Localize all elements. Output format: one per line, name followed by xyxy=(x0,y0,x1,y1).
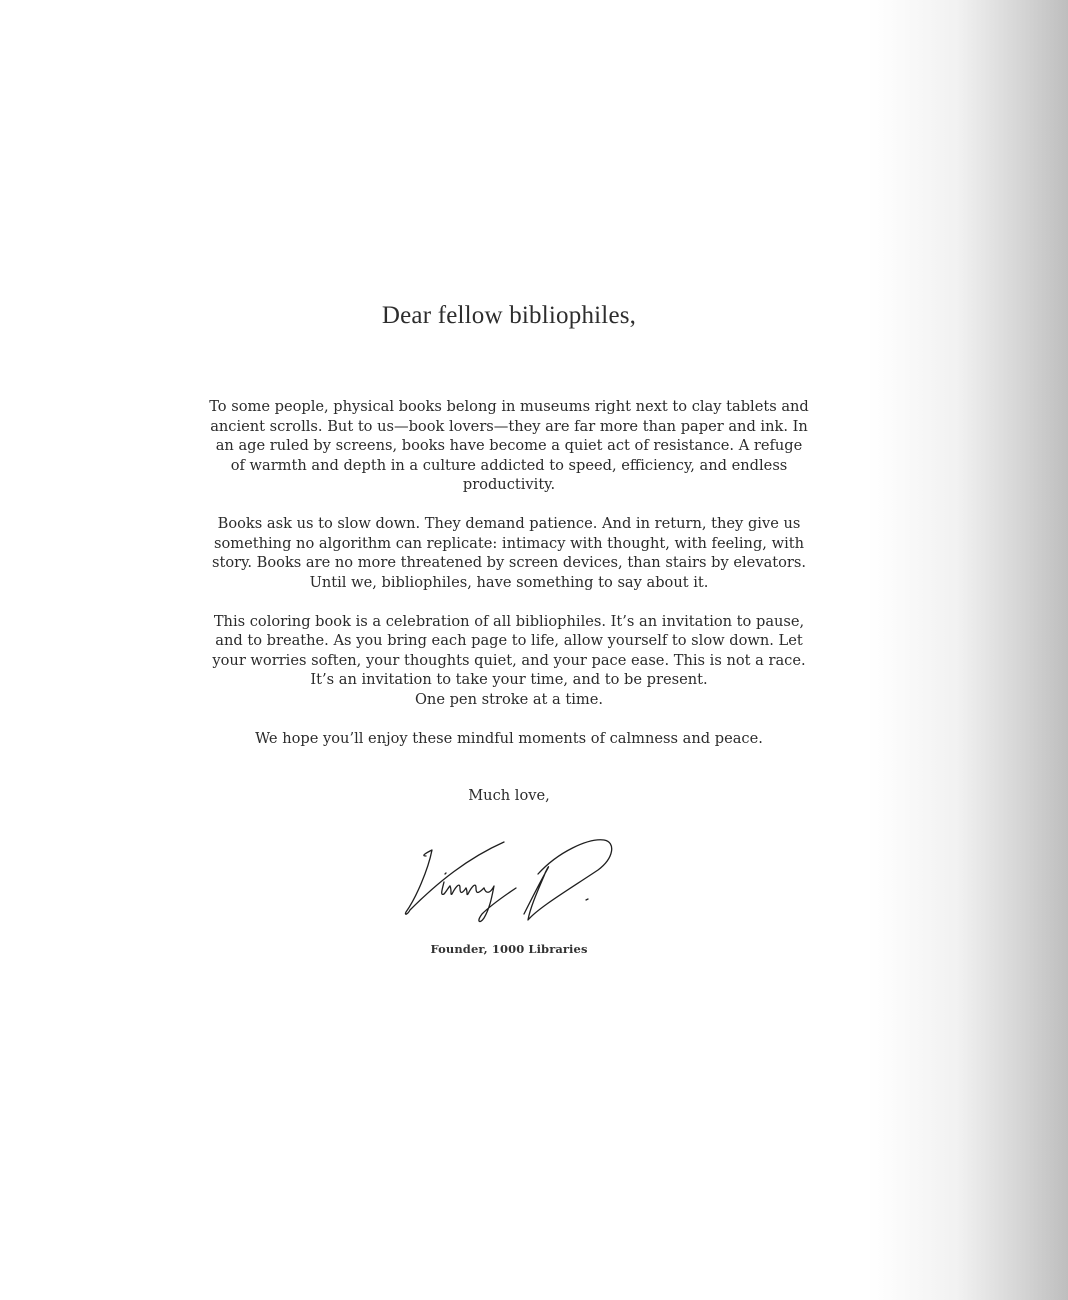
paragraph-one-pen-stroke: One pen stroke at a time. xyxy=(414,690,604,708)
paragraph-hope: We hope you’ll enjoy these mindful moments of calmness and peace. xyxy=(255,729,763,747)
paragraph-slow-down: Books ask us to slow down. They demand patience. And in return, they give us something no algorithm can replicate: intimacy with thought, with feeling, with story. Books are no more threatened by screen devices, than stairs by elevators. Until we, bibliophiles, have something to say about it. xyxy=(211,515,807,591)
paragraph-coloring-book xyxy=(208,612,810,710)
salutation: Dear fellow bibliophiles, xyxy=(381,302,637,329)
closing: Much love, xyxy=(468,787,550,804)
paragraph-physical-books: To some people, physical books belong in museums right next to clay tablets and ancient scrolls. But to us—book lovers—they are far more than paper and ink. In an age ruled by screens, books have become a quiet act of resistance. A refuge of warmth and depth in a culture addicted to speed, efficiency, and endless productivity. xyxy=(209,398,809,493)
signature xyxy=(398,830,622,926)
paragraph-coloring-book-text: This coloring book is a celebration of all bibliophiles. It’s an invitation to pause, and to breathe. As you bring each page to life, allow yourself to slow down. Let your worries soften, your thoughts quiet, and your pace ease. This is not a race. It’s an invitation to take your time, and to be present. xyxy=(212,612,806,688)
signer-title: Founder, 1000 Libraries xyxy=(430,942,588,956)
page-spine-shadow xyxy=(868,0,1068,1300)
letter-body xyxy=(208,397,810,768)
